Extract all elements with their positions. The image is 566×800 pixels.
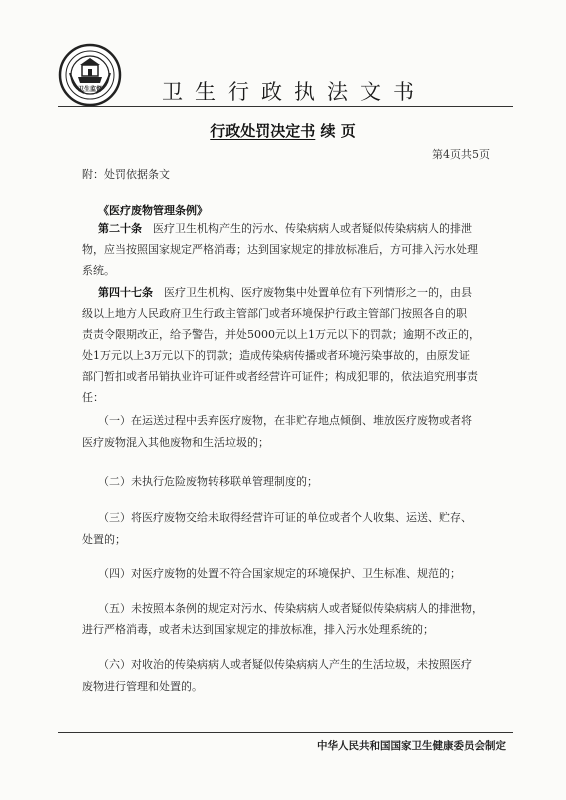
article-47-line-1: 第四十七条 医疗卫生机构、医疗废物集中处置单位有下列情形之一的，由县 [98, 286, 472, 299]
header-divider [58, 106, 513, 107]
article-47-heading: 第四十七条 [98, 286, 153, 299]
item-3-line-1: （三）将医疗废物交给未取得经营许可证的单位或者个人收集、运送、贮存、 [98, 511, 472, 524]
article-20-line-1: 第二十条 医疗卫生机构产生的污水、传染病病人或者疑似传染病病人的排泄 [98, 222, 472, 235]
item-5-line-2: 进行严格消毒，或者未达到国家规定的排放标准，排入污水处理系统的； [82, 623, 434, 636]
article-47-line-5: 部门暂扣或者吊销执业许可证件或者经营许可证件；构成犯罪的，依法追究刑事责 [82, 370, 478, 383]
article-20-line-2: 物，应当按照国家规定严格消毒；达到国家规定的排放标准后，方可排入污水处理 [82, 243, 478, 256]
article-47-line-6: 任： [82, 391, 104, 404]
item-3-line-2: 处置的； [82, 533, 126, 546]
item-6-line-1: （六）对收治的传染病病人或者疑似传染病病人产生的生活垃圾，未按照医疗 [98, 658, 472, 671]
item-1-line-1: （一）在运送过程中丢弃医疗废物，在非贮存地点倾倒、堆放医疗废物或者将 [98, 414, 472, 427]
document-title-main: 行政处罚决定书 [210, 122, 316, 140]
article-20-line-3: 系统。 [82, 264, 115, 277]
article-47-line-2: 级以上地方人民政府卫生行政主管部门或者环境保护行政主管部门按照各自的职 [82, 307, 467, 320]
footer-divider [58, 732, 513, 733]
regulation-title: 《医疗废物管理条例》 [98, 204, 208, 217]
item-6-line-2: 废物进行管理和处置的。 [82, 680, 203, 693]
footer-issuer: 中华人民共和国国家卫生健康委员会制定 [317, 740, 506, 752]
item-5-line-1: （五）未按照本条例的规定对污水、传染病病人或者疑似传染病病人的排泄物， [98, 602, 483, 615]
item-1-line-2: 医疗废物混入其他废物和生活垃圾的； [82, 436, 269, 449]
page-number: 第4页共5页 [432, 148, 490, 161]
document-title-suffix: 续 页 [315, 122, 356, 140]
header-title: 卫生行政执法文书 [162, 80, 426, 104]
article-47-line-4: 处1万元以上3万元以下的罚款；造成传染病传播或者环境污染事故的，由原发证 [82, 349, 470, 362]
attachment-label: 附：处罚依据条文 [82, 168, 170, 181]
article-20-heading: 第二十条 [98, 222, 142, 235]
document-title [0, 120, 566, 141]
svg-text:卫生监督: 卫生监督 [77, 86, 103, 93]
item-2-line-1: （二）未执行危险废物转移联单管理制度的； [98, 475, 318, 488]
article-47-line-3: 责责令限期改正，给予警告，并处5000元以上1万元以下的罚款；逾期不改正的， [82, 328, 480, 341]
item-4-line-1: （四）对医疗废物的处置不符合国家规定的环境保护、卫生标准、规范的； [98, 567, 461, 580]
